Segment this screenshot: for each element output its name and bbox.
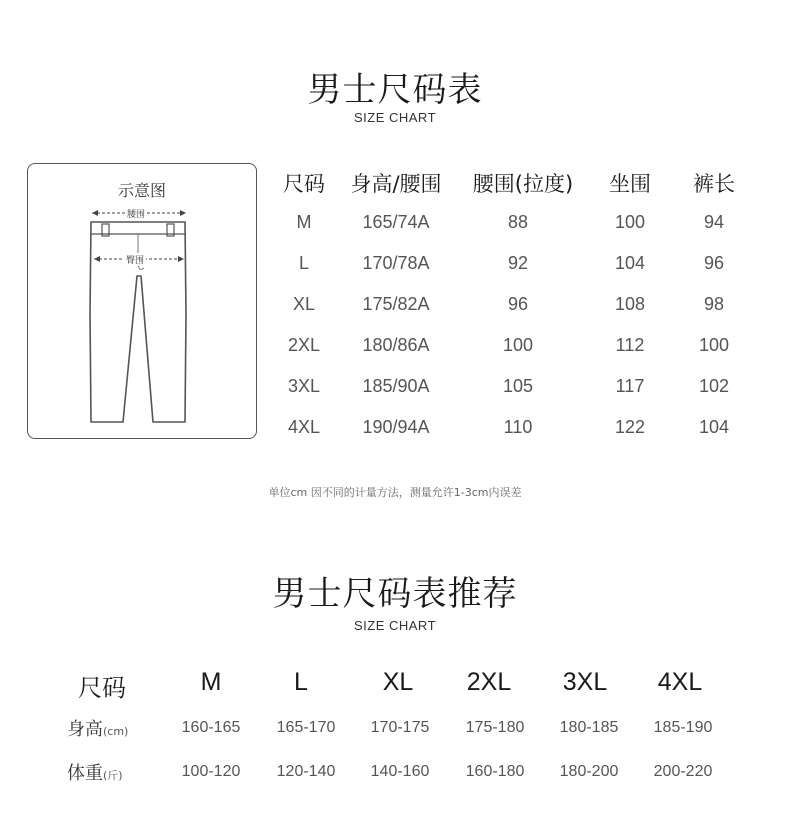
rec-cell: 180-185 xyxy=(559,719,619,736)
table-cell: 100 xyxy=(502,335,534,355)
header-waist-stretch: 腰围(拉度) xyxy=(472,172,574,196)
rec-cell: 165-170 xyxy=(276,719,336,736)
header-size: 尺码 xyxy=(283,172,325,196)
table-cell: M xyxy=(296,212,312,232)
table-cell: 96 xyxy=(507,294,529,314)
table-cell: 92 xyxy=(507,253,529,273)
rec-cell: 170-175 xyxy=(370,719,430,736)
table-cell: 104 xyxy=(698,417,730,437)
table-cell: 108 xyxy=(614,294,646,314)
header-height-waist: 身高/腰围 xyxy=(350,172,442,196)
table-cell: L xyxy=(298,253,309,273)
pants-illustration xyxy=(28,164,258,440)
table-cell: 2XL xyxy=(287,335,321,355)
table-cell: 98 xyxy=(703,294,725,314)
table-cell: 175/82A xyxy=(362,294,430,314)
table-cell: 122 xyxy=(614,417,646,437)
table-cell: 170/78A xyxy=(362,253,430,273)
size-chart-title: 男士尺码表 xyxy=(307,70,483,110)
table-cell: 94 xyxy=(703,212,725,232)
measurement-note: 单位cm 因不同的计量方法，测量允许1-3cm内误差 xyxy=(268,486,522,499)
recommendation-subtitle: SIZE CHART xyxy=(353,618,437,633)
header-length: 裤长 xyxy=(693,172,735,196)
table-cell: 185/90A xyxy=(362,376,430,396)
rec-cell: 185-190 xyxy=(653,719,713,736)
table-cell: 112 xyxy=(615,335,645,355)
rec-cell: 100-120 xyxy=(181,763,241,780)
table-cell: 105 xyxy=(502,376,534,396)
table-cell: 4XL xyxy=(287,417,321,437)
table-cell: 117 xyxy=(615,376,645,396)
table-cell: 3XL xyxy=(287,376,321,396)
size-chart-subtitle: SIZE CHART xyxy=(353,110,437,125)
waist-label: 腰围 xyxy=(125,207,147,220)
rec-cell: 200-220 xyxy=(653,763,713,780)
table-cell: 100 xyxy=(698,335,730,355)
recommendation-title: 男士尺码表推荐 xyxy=(272,574,518,614)
diagram-label: 示意图 xyxy=(117,181,166,200)
table-cell: 165/74A xyxy=(362,212,430,232)
table-cell: 110 xyxy=(503,417,533,437)
rec-size-header: 3XL xyxy=(562,668,608,696)
rec-cell: 160-180 xyxy=(465,763,525,780)
rec-row-label-text: 体重 xyxy=(67,763,103,784)
rec-size-header: M xyxy=(200,668,222,696)
rec-cell: 180-200 xyxy=(559,763,619,780)
rec-cell: 175-180 xyxy=(465,719,525,736)
table-cell: XL xyxy=(292,294,316,314)
table-cell: 180/86A xyxy=(362,335,430,355)
rec-cell: 140-160 xyxy=(370,763,430,780)
rec-row-label-height xyxy=(67,715,128,741)
table-cell: 102 xyxy=(698,376,730,396)
header-hip: 坐围 xyxy=(609,172,651,196)
table-cell: 100 xyxy=(614,212,646,232)
table-cell: 190/94A xyxy=(362,417,430,437)
table-cell: 104 xyxy=(614,253,646,273)
rec-row-unit: (斤) xyxy=(103,769,123,782)
rec-size-header: XL xyxy=(382,668,414,696)
rec-cell: 160-165 xyxy=(181,719,241,736)
hip-label: 臀围 xyxy=(124,253,146,266)
rec-row-label-text: 身高 xyxy=(67,719,103,740)
rec-row-unit: (cm) xyxy=(103,725,129,738)
rec-row-label-weight xyxy=(67,759,123,785)
table-cell: 96 xyxy=(703,253,725,273)
rec-size-header: L xyxy=(294,668,308,696)
rec-header-size: 尺码 xyxy=(78,674,126,702)
rec-size-header: 2XL xyxy=(466,668,512,696)
rec-cell: 120-140 xyxy=(276,763,336,780)
pants-diagram xyxy=(27,163,257,439)
rec-size-header: 4XL xyxy=(657,668,703,696)
table-cell: 88 xyxy=(507,212,529,232)
